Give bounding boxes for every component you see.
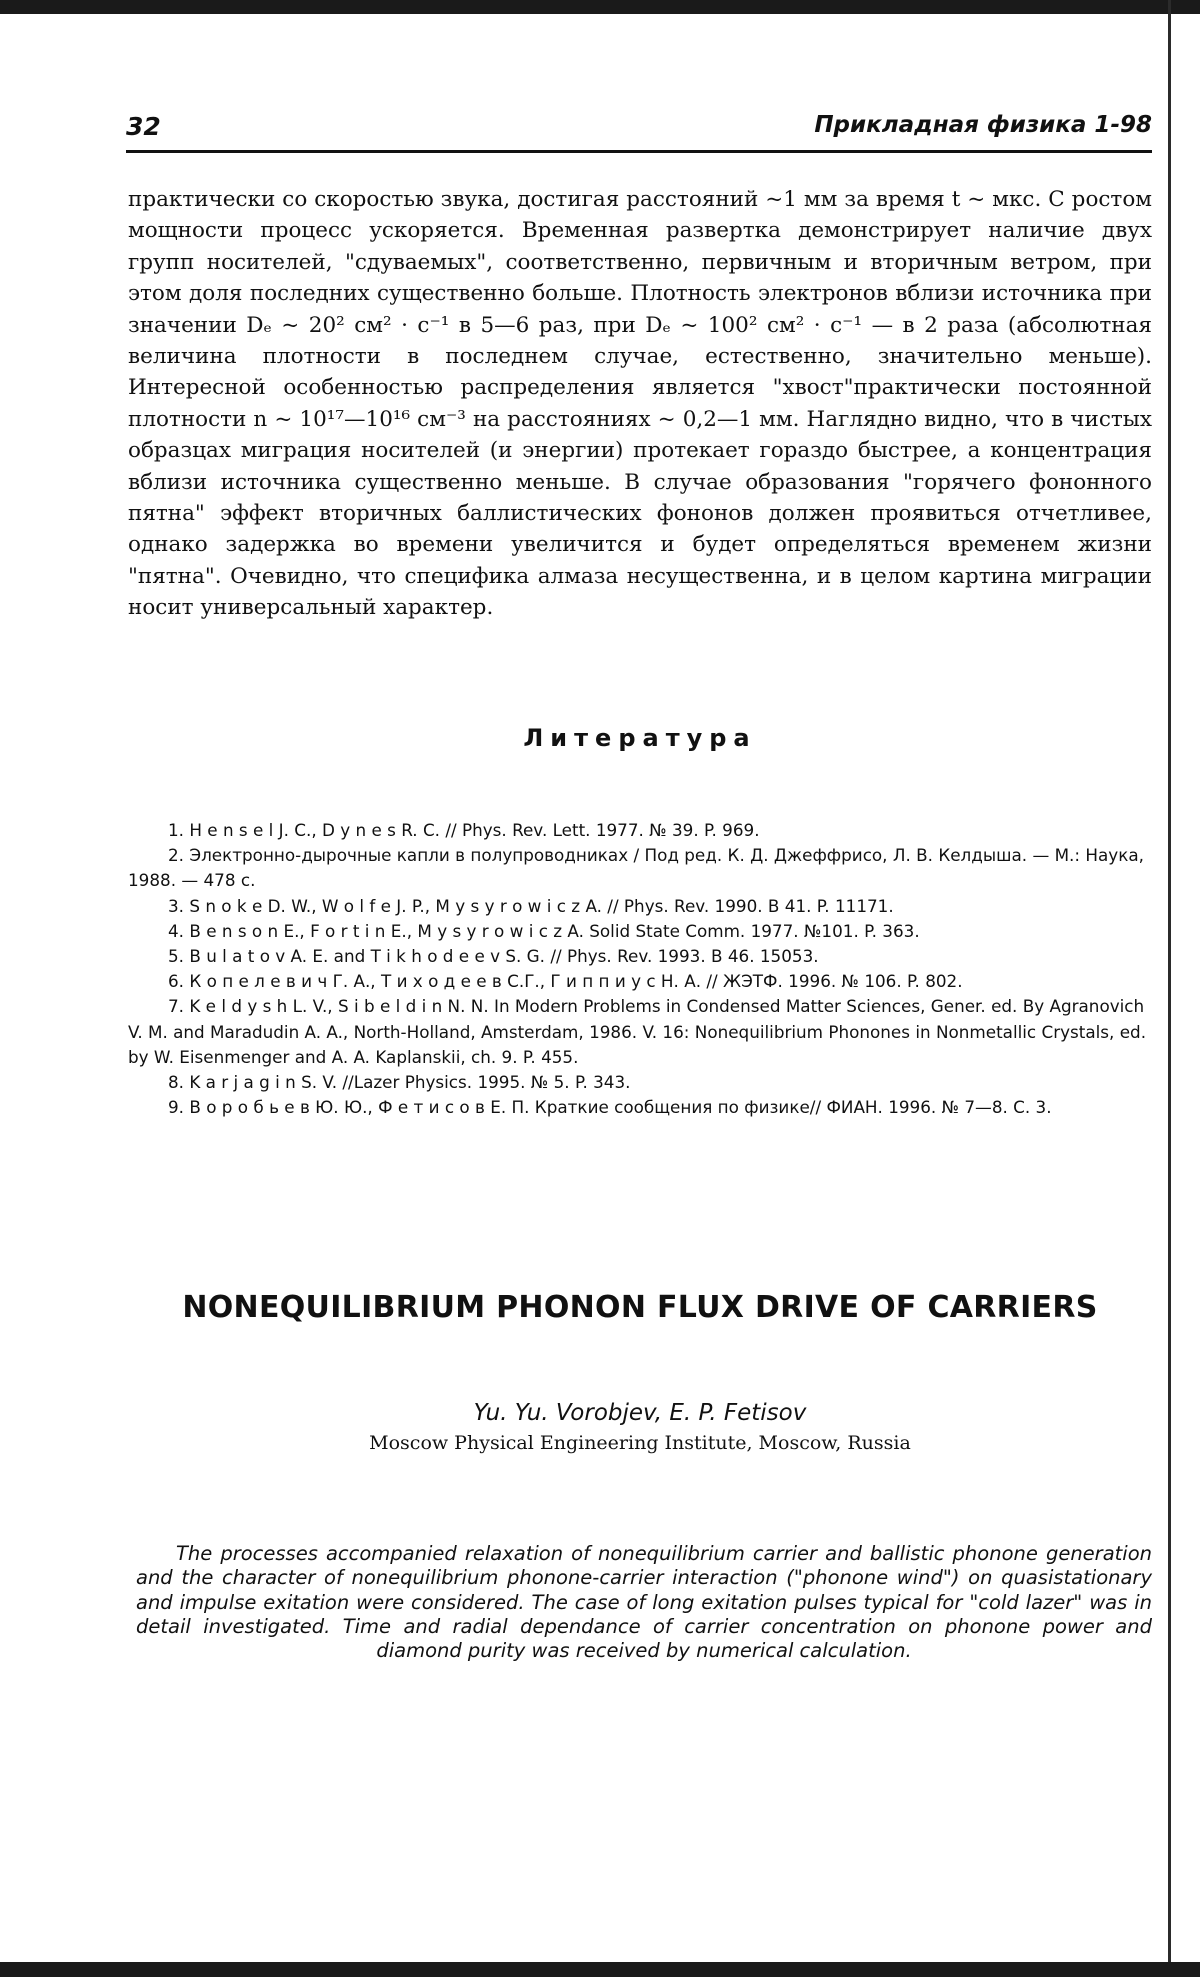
reference-item: 3. S n o k e D. W., W o l f e J. P., M y s y r o w i c z A. // Phys. Rev. 1990. B 41. P. 11171. xyxy=(168,895,894,916)
page-header xyxy=(126,112,1152,152)
header-rule xyxy=(126,150,1152,153)
reference-item: 2. Электронно-дырочные капли в полупроводниках / Под ред. К. Д. Джеффрисо, Л. В. Келдыша. — М.: Наука, 1988. — 478 с. xyxy=(128,845,1144,891)
article-affiliation: Moscow Physical Engineering Institute, Moscow, Russia xyxy=(369,1432,911,1454)
body-paragraph: практически со скоростью звука, достигая расстояний ~1 мм за время t ~ мкс. С ростом мощности процесс ускоряется. Временная развертка демонстрирует наличие двух групп носителей, "сдуваемых", соответственно, первичным и вторичным ветром, при этом доля последних существенно больше. Плотность электронов вблизи источника при значении Dₑ ~ 20² см² · с⁻¹ в 5—6 раз, при Dₑ ~ 100² см² · с⁻¹ — в 2 раза (абсолютная величина плотности в последнем случае, естественно, значительно меньше). Интересной особенностью распределения является "хвост"практически постоянной плотности n ~ 10¹⁷—10¹⁶ см⁻³ на расстояниях ~ 0,2—1 мм. Наглядно видно, что в чистых образцах миграция носителей (и энергии) протекает гораздо быстрее, а концентрация вблизи источника существенно меньше. В случае образования "горячего фононного пятна" эффект вторичных баллистических фононов должен проявиться отчетливее, однако задержка во времени увеличится и будет определяться временем жизни "пятна". Очевидно, что специфика алмаза несущественна, и в целом картина миграции носит универсальный характер. xyxy=(128,187,1152,621)
page-gutter-edge xyxy=(1168,0,1171,1977)
page-number: 32 xyxy=(126,112,161,141)
reference-item: 7. K e l d y s h L. V., S i b e l d i n N. N. In Modern Problems in Condensed Matter Sciences, Gener. ed. By Agranovich V. M. and Maradudin A. A., North-Holland, Amsterdam, 1986. V. 16: Nonequilibrium Phonones in Nonmetallic Crystals, ed. by W. Eisenmenger and A. A. Kaplanskii, ch. 9. P. 455. xyxy=(128,996,1147,1067)
article-authors: Yu. Yu. Vorobjev, E. P. Fetisov xyxy=(473,1400,807,1426)
reference-item: 4. B e n s o n E., F o r t i n E., M y s y r o w i c z A. Solid State Comm. 1977. №101. P. 363. xyxy=(168,920,920,941)
reference-list xyxy=(128,818,1152,1120)
body-text xyxy=(128,184,1152,624)
running-title: Прикладная физика 1-98 xyxy=(814,112,1152,138)
article-title: NONEQUILIBRIUM PHONON FLUX DRIVE OF CARRIERS xyxy=(182,1290,1098,1325)
article-abstract: The processes accompanied relaxation of nonequilibrium carrier and ballistic phonone generation and the character of nonequilibrium phonone-carrier interaction ("phonone wind") on quasistationary and impulse exitation were considered. The case of long exitation pulses typical for "cold lazer" was in detail investigated. Time and radial dependance of carrier concentration on phonone power and diamond purity was received by numerical calculation. xyxy=(136,1542,1152,1663)
literature-heading: Литература xyxy=(523,724,757,752)
reference-item: 1. H e n s e l J. C., D y n e s R. C. // Phys. Rev. Lett. 1977. № 39. P. 969. xyxy=(168,820,760,840)
reference-item: 9. В о р о б ь е в Ю. Ю., Ф е т и с о в Е. П. Краткие сообщения по физике// ФИАН. 1996. № 7—8. С. 3. xyxy=(168,1097,1052,1118)
scan-edge-top xyxy=(0,0,1200,14)
reference-item: 8. K a r j a g i n S. V. //Lazer Physics. 1995. № 5. P. 343. xyxy=(168,1072,631,1093)
scan-edge-bottom xyxy=(0,1962,1200,1977)
reference-item: 6. К о п е л е в и ч Г. А., Т и х о д е е в С.Г., Г и п п и у с Н. А. // ЖЭТФ. 1996. № 106. P. 802. xyxy=(168,971,963,992)
reference-item: 5. B u l a t o v A. E. and T i k h o d e e v S. G. // Phys. Rev. 1993. B 46. 15053. xyxy=(168,946,819,967)
